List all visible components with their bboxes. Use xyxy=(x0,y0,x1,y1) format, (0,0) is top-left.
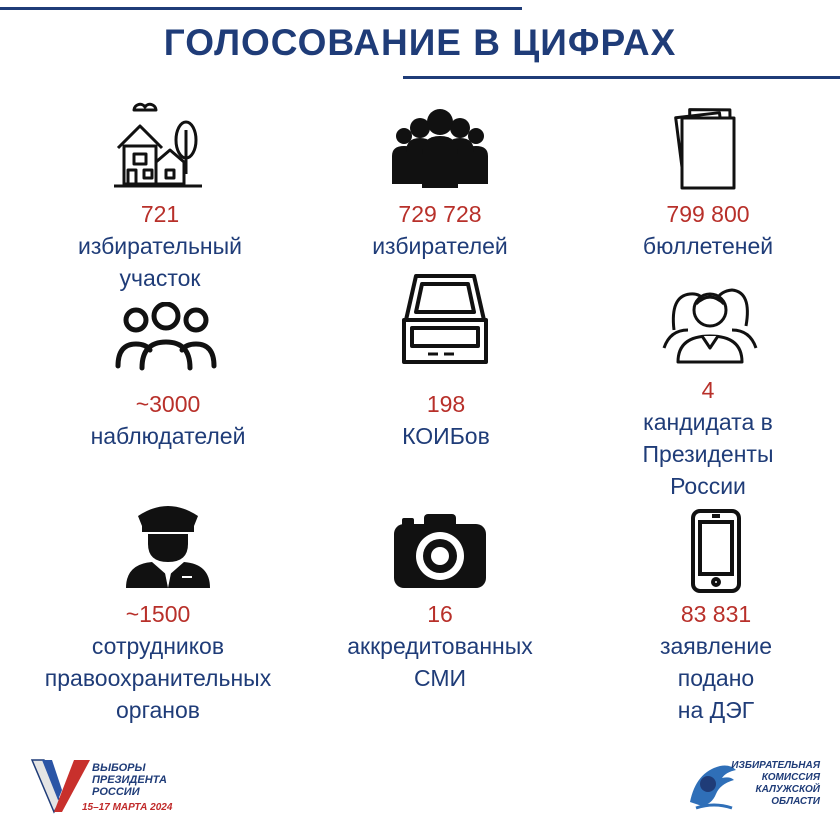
observers-icon xyxy=(114,302,218,379)
stat-value: 721 xyxy=(140,201,180,227)
stat-label: заявление подано на ДЭГ xyxy=(659,633,773,723)
police-officer-icon xyxy=(120,500,216,595)
top-divider-line xyxy=(0,7,522,10)
stat-label: бюллетеней xyxy=(642,233,774,259)
stat-label: аккредитованных СМИ xyxy=(347,633,533,691)
stat-ballots xyxy=(558,198,840,262)
stat-police xyxy=(8,598,308,726)
smartphone-icon xyxy=(690,508,742,599)
title-underline xyxy=(403,76,840,79)
commission-logo-text: ИЗБИРАТЕЛЬНАЯ КОМИССИЯ КАЛУЖСКОЙ ОБЛАСТИ xyxy=(731,760,820,807)
stat-label: КОИБов xyxy=(402,423,490,449)
stat-value: 4 xyxy=(701,377,715,403)
stat-candidates xyxy=(558,374,840,502)
stat-label: наблюдателей xyxy=(90,423,246,449)
stat-value: 83 831 xyxy=(680,601,752,627)
stat-observers xyxy=(18,388,318,452)
camera-icon xyxy=(390,510,490,595)
stat-koib xyxy=(296,388,596,452)
election-commission-logo xyxy=(686,756,826,818)
stat-value: ~1500 xyxy=(125,601,191,627)
stat-value: 16 xyxy=(427,601,453,627)
elections-logo-dates: 15–17 МАРТА 2024 xyxy=(82,802,173,813)
stat-label: кандидата в Президенты России xyxy=(642,409,774,499)
stat-label: избирательный участок xyxy=(77,233,243,291)
page-title: ГОЛОСОВАНИЕ В ЦИФРАХ xyxy=(163,22,677,63)
elections-logo-text: ВЫБОРЫ ПРЕЗИДЕНТА РОССИИ xyxy=(92,762,167,798)
stat-dig xyxy=(566,598,840,726)
stat-media xyxy=(290,598,590,694)
stat-polling-stations xyxy=(10,198,310,294)
polling-station-icon xyxy=(112,100,204,197)
stat-value: 729 728 xyxy=(398,201,482,227)
ballots-icon xyxy=(664,106,756,199)
stat-value: 799 800 xyxy=(666,201,750,227)
stat-voters xyxy=(290,198,590,262)
stat-label: избирателей xyxy=(372,233,508,259)
scanner-icon xyxy=(398,272,492,373)
stat-label: сотрудников правоохранительных органов xyxy=(44,633,272,723)
elections-logo xyxy=(30,756,200,818)
stat-value: 198 xyxy=(426,391,466,417)
crowd-icon xyxy=(388,106,492,195)
stat-value: ~3000 xyxy=(135,391,201,417)
candidates-icon xyxy=(662,270,758,371)
